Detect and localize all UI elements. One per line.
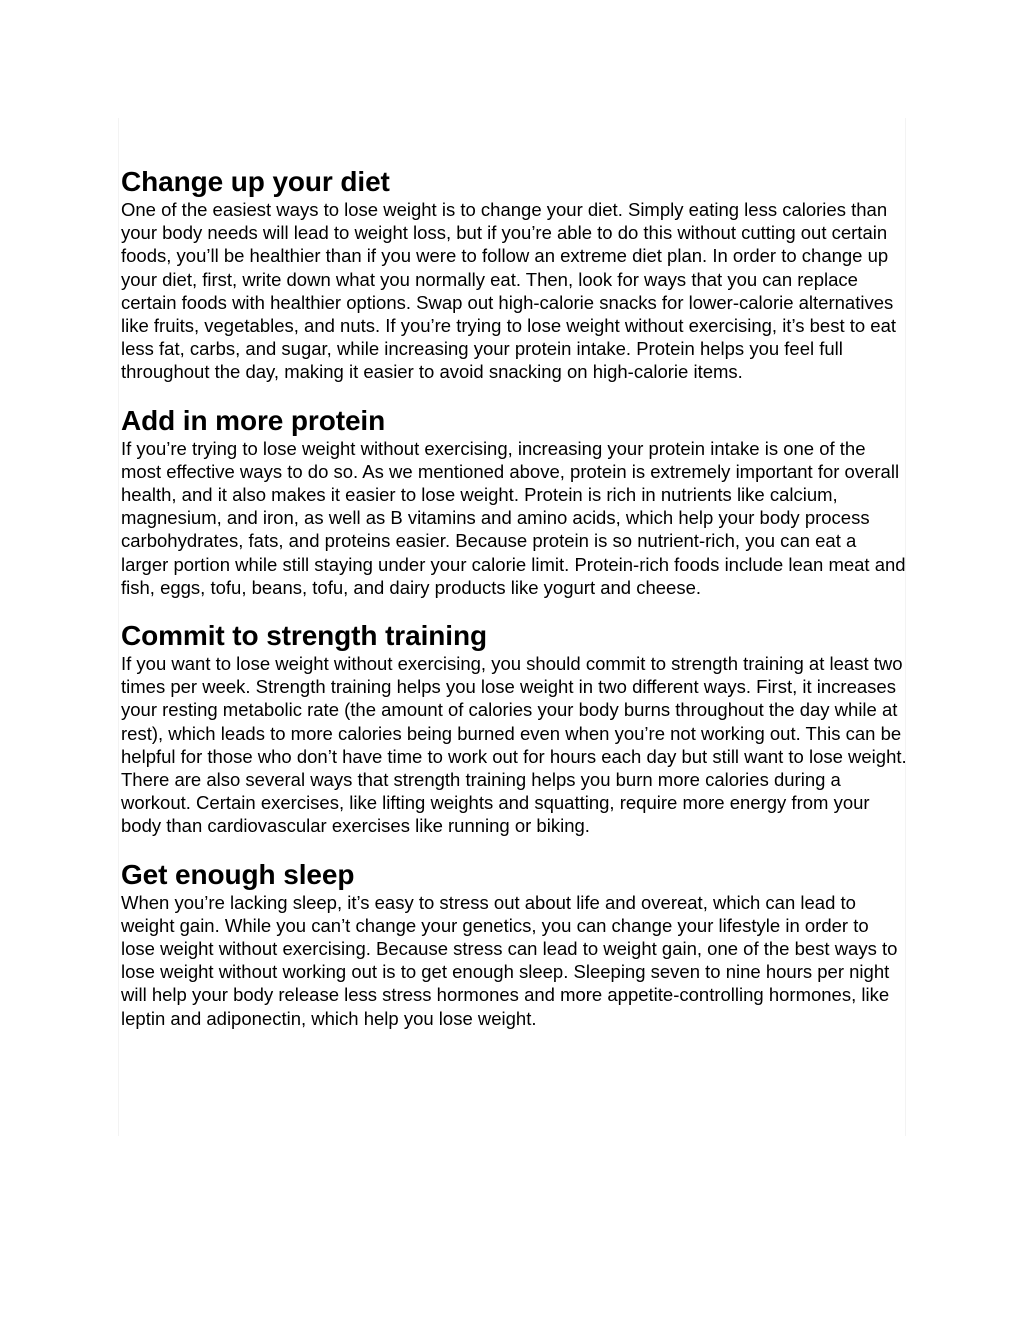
section-heading: Get enough sleep [121,858,355,890]
document-content [121,166,907,1030]
section-heading: Change up your diet [121,166,390,197]
section-change-up-your-diet [121,166,907,384]
section-body: If you want to lose weight without exercising, you should commit to strength training at least two times per week. Strength training helps you lose weight in two different ways. First, it increases your resting metabolic rate (the amount of calories your body burns throughout the day while at rest), which leads to more calories being burned even when you’re not working out. This can be helpful for those who don’t have time to work out for hours each day but still want to lose weight. There are also several ways that strength training helps you burn more calories during a workout. Certain exercises, like lifting weights and squatting, require more energy from your body than cardiovascular exercises like running or biking. [121,653,907,837]
section-heading: Add in more protein [121,404,386,436]
section-get-enough-sleep [121,859,907,1030]
section-body: If you’re trying to lose weight without exercising, increasing your protein intake is one of the most effective ways to do so. As we mentioned above, protein is extremely important for overall health, and it also makes it easier to lose weight. Protein is rich in nutrients like calcium, magnesium, and iron, as well as B vitamins and amino acids, which help your body process carbohydrates, fats, and proteins easier. Because protein is so nutrient-rich, you can eat a larger portion while still staying under your calorie limit. Protein-rich foods include lean meat and fish, eggs, tofu, beans, tofu, and dairy products like yogurt and cheese. [121,437,906,598]
section-body: When you’re lacking sleep, it’s easy to stress out about life and overeat, which can lead to weight gain. While you can’t change your genetics, you can change your lifestyle in order to lose weight without exercising. Because stress can lead to weight gain, one of the best ways to lose weight without working out is to get enough sleep. Sleeping seven to nine hours per night will help your body release less stress hormones and more appetite-controlling hormones, like leptin and adiponectin, which help you lose weight. [121,891,898,1029]
section-commit-to-strength-training [121,620,907,838]
section-heading: Commit to strength training [121,620,487,652]
section-add-in-more-protein [121,405,907,599]
section-body: One of the easiest ways to lose weight is to change your diet. Simply eating less calories than your body needs will lead to weight loss, but if you’re able to do this without cutting out certain foods, you’ll be healthier than if you were to follow an extreme diet plan. In order to change up your diet, first, write down what you normally eat. Then, look for ways that you can replace certain foods with healthier options. Swap out high-calorie snacks for lower-calorie alternatives like fruits, vegetables, and nuts. If you’re trying to lose weight without exercising, it’s best to eat less fat, carbs, and sugar, while increasing your protein intake. Protein helps you feel full throughout the day, making it easier to avoid snacking on high-calorie items. [121,199,897,383]
